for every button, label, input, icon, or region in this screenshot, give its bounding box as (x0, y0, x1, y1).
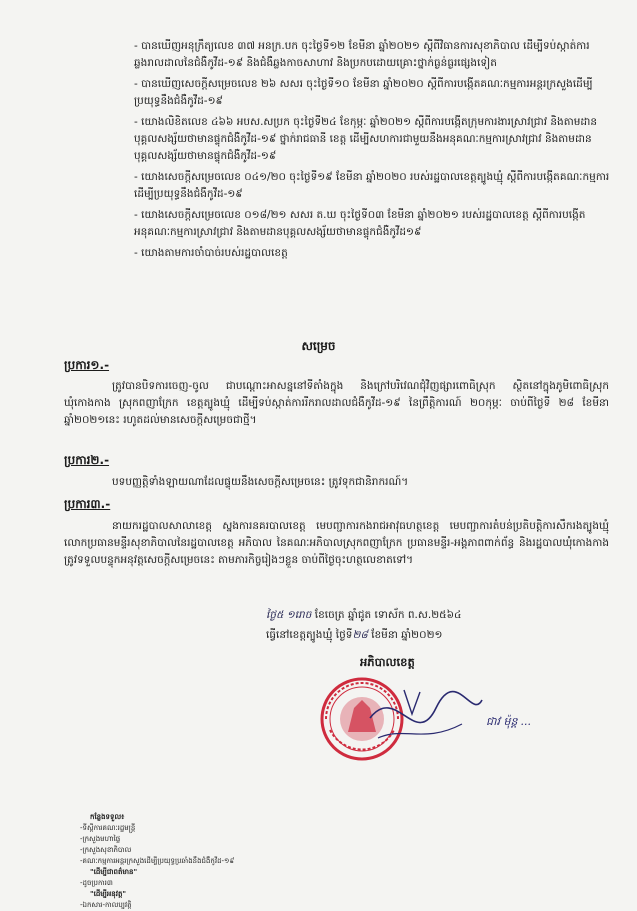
lunar-date-line (266, 606, 616, 624)
solar-date-line (266, 626, 616, 644)
place-date-suffix: ខែមីនា ឆ្នាំ២០២១ (371, 629, 443, 641)
lunar-date-text: ខែចេត្រ ឆ្នាំជូត ទោស័ក ព.ស.២៥៦៤ (314, 609, 462, 621)
article-2-label: ប្រការ២.- (64, 453, 110, 467)
preamble-item: - យោងសេចក្ដីសម្រេចលេខ ០១៨/២១ សសរ ត.ឃ ចុះថ្ងៃទី០៣ ខែមីនា ឆ្នាំ២០២១ របស់រដ្ឋបាលខេត្ត ស្ដីពីការបង្កើតអនុគណៈកម្មការស្រាវជ្រាវ និងតាមដានបុគ្គលសង្ស័យថាមានផ្ទុកជំងឺកូវីដ១៩ (134, 209, 586, 238)
recipients-subheader: "ដើម្បីជាពត៌មាន" (90, 868, 138, 876)
recipient-line: -ឯកសារ-កាលប្បវត្តិ (80, 901, 132, 909)
article-1-text: ត្រូវបានបិទការចេញ-ចូល ជាបណ្ដោះអាសន្ននៅទីតាំងក្នុង និងក្រៅបរិវេណជុំវិញផ្សារពោធិស្រុក ស្ថិតនៅក្នុងភូមិពោធិស្រុក ឃុំកោងកាង ស្រុកពញាក្រែក ខេត្តត្បូងឃ្មុំ ដើម្បីទប់ស្កាត់ការរីករាលដាលជំងឺកូវីដ-១៩ នៃព្រឹត្តិការណ៍ ២០កុម្ភៈ ចាប់ពីថ្ងៃទី ២៨ ខែមីនា ឆ្នាំ២០២១នេះ រហូតដល់មានសេចក្ដីសម្រេចជាថ្មី។ (64, 380, 609, 426)
recipient-line: -គណៈកម្មការអន្តរក្រសួងដើម្បីប្រយុទ្ធប្រឆាំងនឹងជំងឺកូវីដ-១៩ (80, 857, 235, 865)
recipients-header: កន្លែងទទួល៖ (90, 813, 125, 821)
recipients-block (64, 812, 324, 911)
governor-title: អភិបាលខេត្ត (360, 655, 415, 669)
handwritten-lunar-day: ថ្ងៃ៥ ១រោច (266, 609, 312, 621)
article-2-text: បទបញ្ញត្តិទាំងឡាយណាដែលផ្ទុយនឹងសេចក្ដីសម្រេចនេះ ត្រូវទុកជានិរាករណ៍។ (112, 476, 409, 488)
handwritten-day: ២៨ (352, 629, 368, 641)
recipient-line: -ក្រសួងសុខាភិបាល (80, 846, 132, 854)
signatory-name: ជាវ ម៉ុន្ត ... (486, 715, 532, 728)
place-date-prefix: ធ្វើនៅខេត្តត្បូងឃ្មុំ ថ្ងៃទី (266, 629, 353, 641)
decision-heading: សម្រេច (301, 339, 336, 353)
recipients-subheader: "ដើម្បីអនុវត្ត" (90, 890, 127, 898)
preamble-item: - យោងសេចក្ដីសម្រេចលេខ ០៤១/២០ ចុះថ្ងៃទី១៩ ខែមីនា ឆ្នាំ២០២០ របស់រដ្ឋបាលខេត្តត្បូងឃ្មុំ ស្ដីពីការបង្កើតគណៈកម្មការ ដើម្បីប្រយុទ្ធនឹងជំងឺកូវីដ-១៩ (134, 171, 610, 200)
article-3-label: ប្រការ៣.- (64, 497, 111, 511)
recipient-line: -ទីស្ដីការគណៈរដ្ឋមន្ត្រី (80, 824, 136, 832)
preamble-item: - យោងតាមការចាំបាច់របស់រដ្ឋបាលខេត្ត (134, 247, 288, 259)
recipient-line: -ដូចប្រការ៣ (80, 879, 113, 887)
article-1-label: ប្រការ១.- (64, 358, 110, 372)
article-3-text: នាយករដ្ឋបាលសាលាខេត្ត ស្នងការនគរបាលខេត្ត មេបញ្ជាការកងរាជអាវុធហត្ថខេត្ត មេបញ្ជាការតំបន់ប្រតិបត្តិការសឹករងត្បូងឃ្មុំ លោកប្រធានមន្ទីរសុខាភិបាលនៃរដ្ឋបាលខេត្ត អភិបាល នៃគណៈអភិបាលស្រុកពញាក្រែក ប្រធានមន្ទីរ-អង្គភាពពាក់ព័ន្ធ និងរដ្ឋបាលឃុំកោងកាង ត្រូវទទួលបន្ទុកអនុវត្តសេចក្ដីសម្រេចនេះ តាមភារកិច្ចរៀងៗខ្លួន ចាប់ពីថ្ងៃចុះហត្ថលេខាតទៅ។ (64, 520, 609, 566)
preamble-item: - យោងលិខិតលេខ ៤៦៦ អបស.សប្រក ចុះថ្ងៃទី២៤ ខែកុម្ភៈ ឆ្នាំ២០២១ ស្ដីពីការបង្កើតក្រុមការងារស្រាវជ្រាវ និងតាមដានបុគ្គលសង្ស័យថាមានផ្ទុកជំងឺកូវីដ-១៩ ថ្នាក់រាជធានី ខេត្ត ដើម្បីសហការជាមួយនឹងអនុគណៈកម្មការស្រាវជ្រាវ និងតាមដានបុគ្គលសង្ស័យថាមានផ្ទុកជំងឺកូវីដ-១៩ (134, 116, 598, 162)
preamble-list (112, 38, 612, 266)
preamble-item: - បានឃើញសេចក្ដីសម្រេចលេខ ២៦ សសរ ចុះថ្ងៃទី១០ ខែមីនា ឆ្នាំ២០២០ ស្ដីពីការបង្កើតគណៈកម្មការអន្តរក្រសួងដើម្បីប្រយុទ្ធនឹងជំងឺកូវីដ-១៩ (134, 78, 593, 107)
preamble-item: - បានឃើញអនុក្រឹត្យលេខ ៣៧ អនក្រ.បក ចុះថ្ងៃទី១២ ខែមីនា ឆ្នាំ២០២១ ស្ដីពីវិធានការសុខាភិបាល ដើម្បីទប់ស្កាត់ការឆ្លងរាលដាលនៃជំងឺកូវីដ-១៩ និងជំងឺឆ្លងកាចសាហាវ និងប្រកបដោយគ្រោះថ្នាក់ធ្ងន់ធ្ងរផ្សេងទៀត (134, 40, 590, 69)
recipient-line: -ក្រសួងមហាផ្ទៃ (80, 835, 121, 843)
